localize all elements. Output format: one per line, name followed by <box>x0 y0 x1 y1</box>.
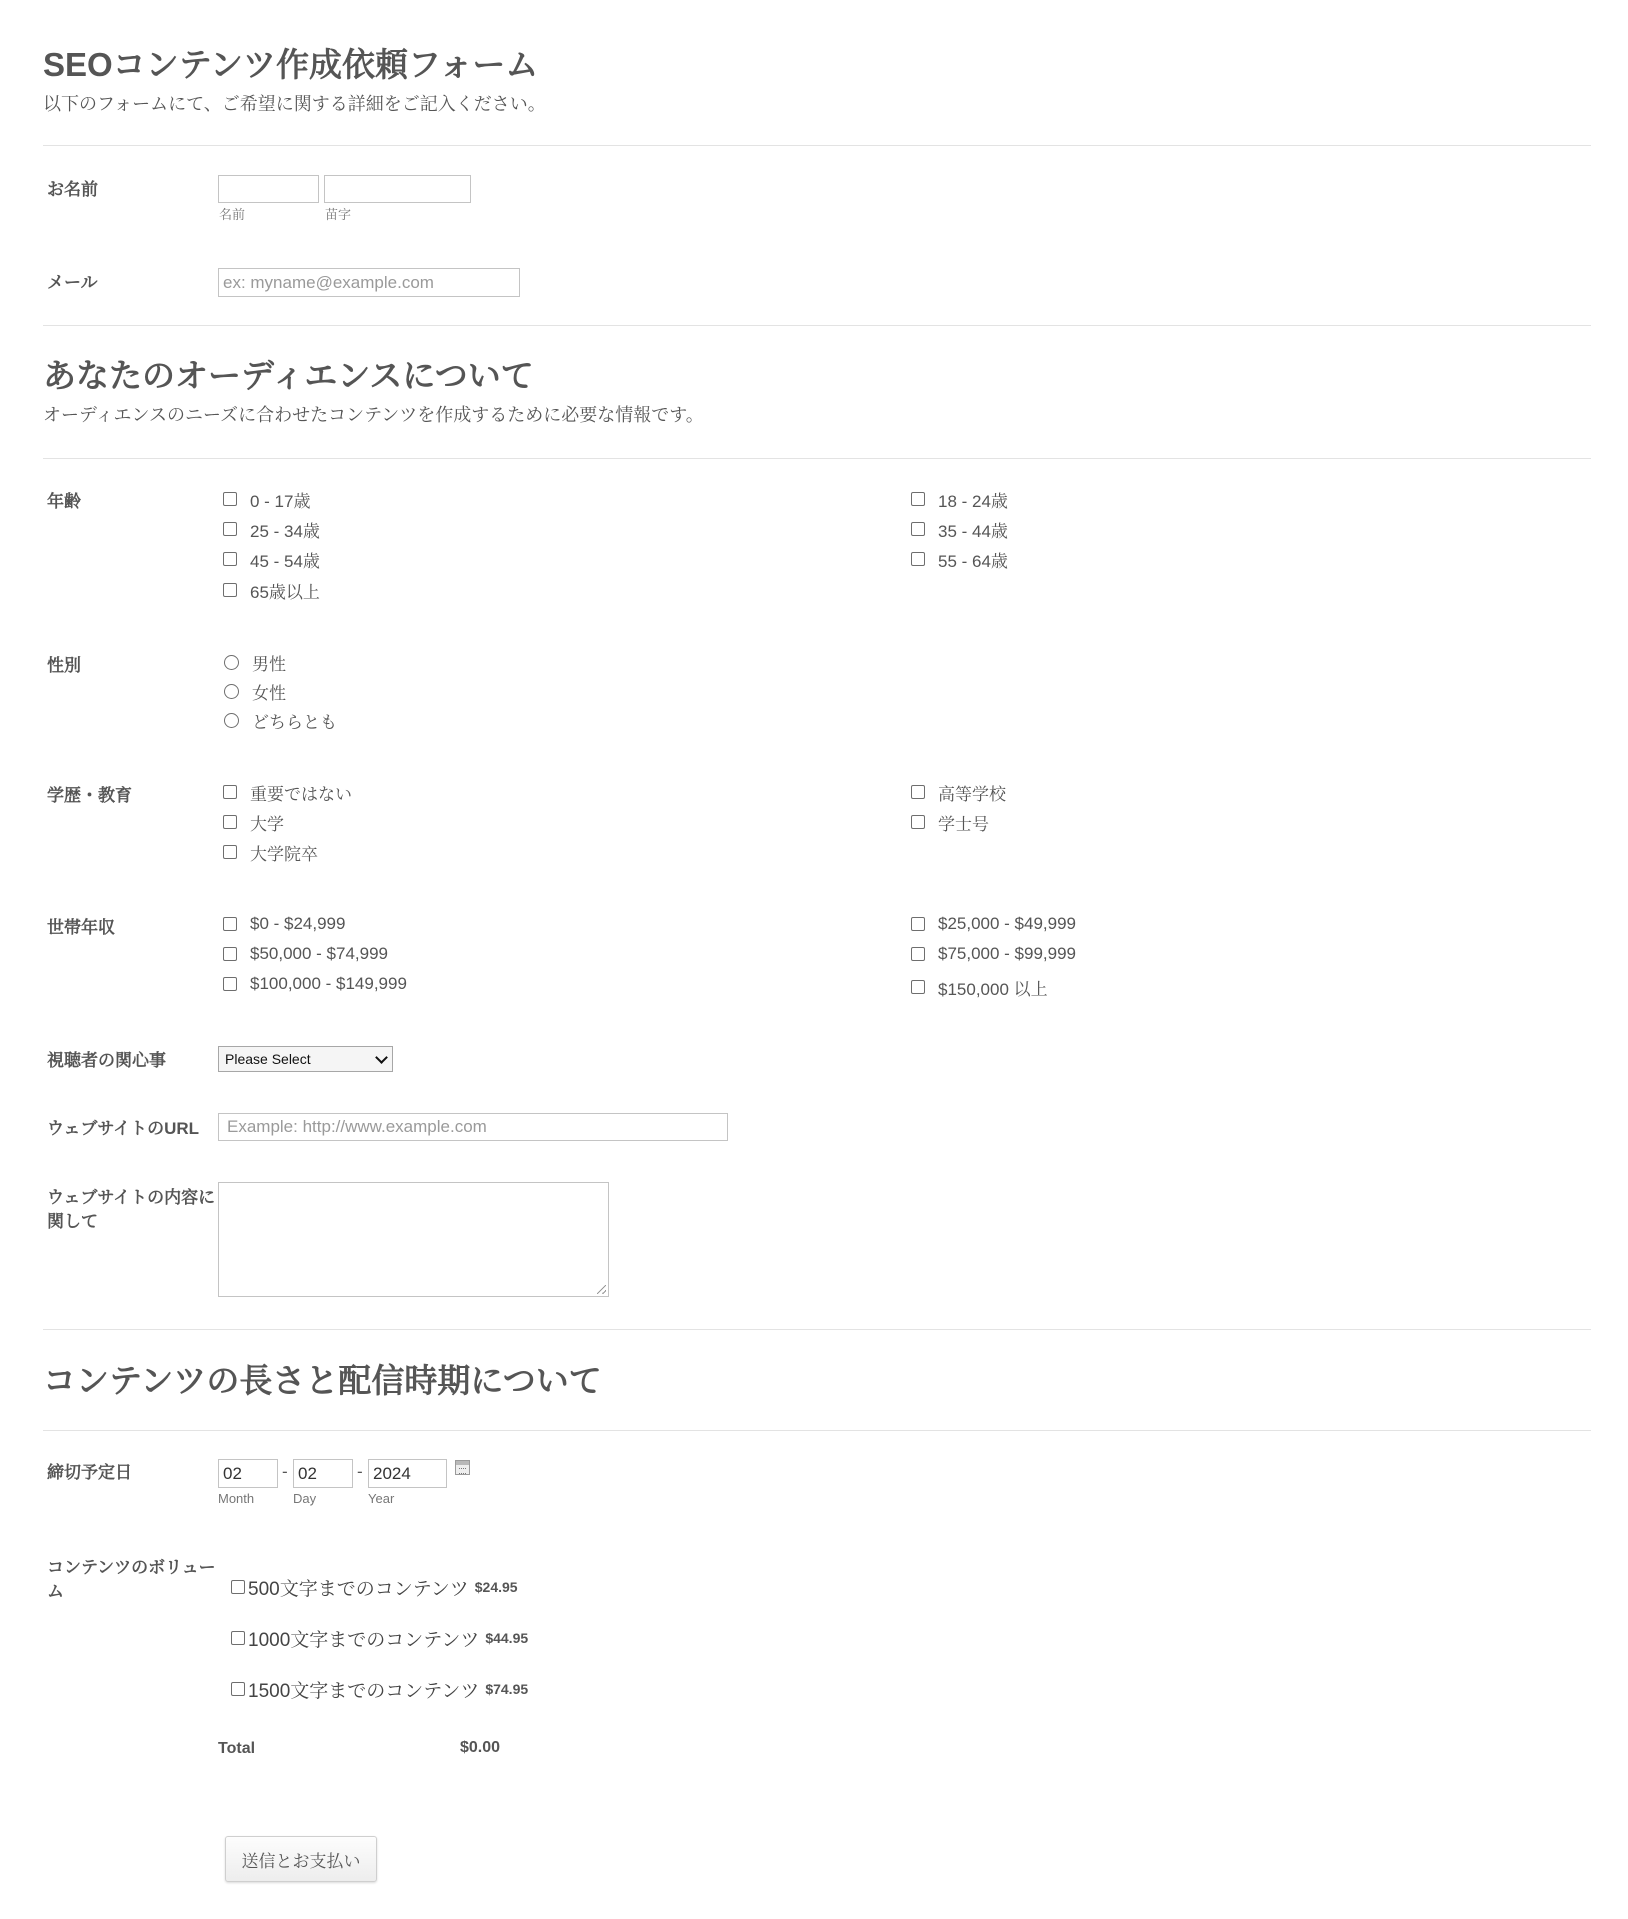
submit-button-label: 送信とお支払い <box>241 1851 361 1871</box>
checkbox[interactable] <box>911 815 925 829</box>
website-content-textarea[interactable] <box>218 1182 609 1297</box>
submit-button[interactable] <box>225 1836 377 1882</box>
checkbox[interactable] <box>911 552 925 566</box>
option-label: $100,000 - $149,999 <box>250 974 407 993</box>
age-label: 年齢 <box>47 492 81 511</box>
option-label: 男性 <box>252 654 286 674</box>
divider <box>43 458 1591 459</box>
gender-option[interactable] <box>224 679 286 703</box>
month-sublabel: Month <box>218 1491 255 1506</box>
volume-label: コンテンツのボリューム <box>47 1558 216 1601</box>
age-option[interactable] <box>911 547 1008 571</box>
checkbox[interactable] <box>911 492 925 506</box>
age-option[interactable] <box>223 578 320 602</box>
gender-option[interactable] <box>224 708 337 732</box>
option-label: $50,000 - $74,999 <box>250 944 389 963</box>
first-name-input[interactable] <box>218 175 319 203</box>
divider <box>43 1329 1591 1330</box>
divider <box>43 325 1591 326</box>
last-name-input[interactable] <box>324 175 471 203</box>
option-label: 0 - 17歳 <box>250 491 311 511</box>
checkbox[interactable] <box>223 552 237 566</box>
option-label: 45 - 54歳 <box>250 551 320 571</box>
email-input[interactable] <box>218 268 520 297</box>
income-option[interactable] <box>911 942 1076 966</box>
option-label: 大学院卒 <box>250 844 318 864</box>
divider <box>43 1430 1591 1431</box>
radio-button[interactable] <box>224 684 239 699</box>
checkbox[interactable] <box>223 492 237 506</box>
option-label: 高等学校 <box>938 784 1006 804</box>
income-option[interactable] <box>911 912 1076 936</box>
resize-handle[interactable] <box>597 1285 606 1294</box>
checkbox[interactable] <box>223 947 237 961</box>
gender-option[interactable] <box>224 650 286 674</box>
email-label: メール <box>47 273 98 292</box>
checkbox[interactable] <box>223 522 237 536</box>
age-option[interactable] <box>223 517 320 541</box>
option-label: 18 - 24歳 <box>938 491 1008 511</box>
income-option[interactable] <box>223 912 345 936</box>
product-name: 500文字までのコンテンツ <box>248 1578 469 1600</box>
date-separator: - <box>357 1462 363 1481</box>
deadline-year-input[interactable] <box>368 1459 447 1488</box>
audience-section-subtitle: オーディエンスのニーズに合わせたコンテンツを作成するために必要な情報です。 <box>43 405 704 425</box>
option-label: $25,000 - $49,999 <box>938 914 1077 933</box>
age-option[interactable] <box>911 517 1008 541</box>
checkbox[interactable] <box>223 815 237 829</box>
option-label: $0 - $24,999 <box>250 914 346 933</box>
interests-label: 視聴者の関心事 <box>47 1051 166 1070</box>
education-option[interactable] <box>911 780 1006 804</box>
option-label: $150,000 以上 <box>938 979 1048 999</box>
checkbox[interactable] <box>231 1682 245 1696</box>
option-label: 55 - 64歳 <box>938 551 1008 571</box>
product-item[interactable] <box>231 1676 528 1702</box>
checkbox[interactable] <box>911 785 925 799</box>
checkbox[interactable] <box>911 980 925 994</box>
deadline-day-input[interactable] <box>293 1459 353 1488</box>
checkbox[interactable] <box>223 583 237 597</box>
product-item[interactable] <box>231 1625 528 1651</box>
chevron-down-icon <box>375 1051 388 1064</box>
option-label: 65歳以上 <box>250 582 320 602</box>
last-name-sublabel: 苗字 <box>325 207 352 222</box>
product-price: $44.95 <box>485 1630 529 1646</box>
option-label: 学士号 <box>938 814 989 834</box>
checkbox[interactable] <box>223 785 237 799</box>
option-label: どちらとも <box>252 712 337 732</box>
website-content-label: ウェブサイトの内容に関して <box>47 1188 216 1231</box>
checkbox[interactable] <box>911 947 925 961</box>
radio-button[interactable] <box>224 713 239 728</box>
option-label: 25 - 34歳 <box>250 521 320 541</box>
product-name: 1000文字までのコンテンツ <box>248 1629 480 1651</box>
radio-button[interactable] <box>224 655 239 670</box>
product-price: $74.95 <box>485 1681 529 1697</box>
option-label: $75,000 - $99,999 <box>938 944 1077 963</box>
education-option[interactable] <box>223 810 284 834</box>
checkbox[interactable] <box>231 1631 245 1645</box>
gender-label: 性別 <box>47 656 81 675</box>
age-option[interactable] <box>911 487 1008 511</box>
product-name: 1500文字までのコンテンツ <box>248 1680 480 1702</box>
total-value: $0.00 <box>460 1739 501 1756</box>
income-option[interactable] <box>223 942 388 966</box>
age-option[interactable] <box>223 487 310 511</box>
first-name-sublabel: 名前 <box>219 207 246 222</box>
website-url-input[interactable] <box>218 1113 728 1141</box>
checkbox[interactable] <box>223 917 237 931</box>
option-label: 重要ではない <box>250 784 352 804</box>
deadline-label: 締切予定日 <box>47 1463 132 1482</box>
form-title: SEOコンテンツ作成依頼フォーム <box>43 46 539 83</box>
product-item[interactable] <box>231 1574 518 1600</box>
length-section-title: コンテンツの長さと配信時期について <box>43 1362 602 1399</box>
day-sublabel: Day <box>293 1491 317 1506</box>
product-price: $24.95 <box>474 1579 518 1595</box>
option-label: 女性 <box>252 683 286 703</box>
income-label: 世帯年収 <box>47 918 115 937</box>
checkbox[interactable] <box>231 1580 245 1594</box>
option-label: 大学 <box>250 814 284 834</box>
year-sublabel: Year <box>368 1491 395 1506</box>
income-option[interactable] <box>223 972 407 996</box>
website-url-label: ウェブサイトのURL <box>47 1119 200 1138</box>
form-subtitle: 以下のフォームにて、ご希望に関する詳細をご記入ください。 <box>43 94 546 114</box>
checkbox[interactable] <box>911 917 925 931</box>
checkbox[interactable] <box>223 845 237 859</box>
date-separator: - <box>282 1462 288 1481</box>
age-option[interactable] <box>223 547 320 571</box>
option-label: 35 - 44歳 <box>938 521 1008 541</box>
checkbox[interactable] <box>911 522 925 536</box>
checkbox[interactable] <box>223 977 237 991</box>
select-value: Please Select <box>225 1051 311 1067</box>
income-option[interactable] <box>911 975 1048 999</box>
deadline-month-input[interactable] <box>218 1459 278 1488</box>
divider <box>43 145 1591 146</box>
name-label: お名前 <box>47 180 98 199</box>
education-option[interactable] <box>223 840 318 864</box>
interests-select[interactable] <box>218 1046 393 1072</box>
total-label: Total <box>218 1740 256 1757</box>
audience-section-title: あなたのオーディエンスについて <box>43 357 534 394</box>
education-option[interactable] <box>223 780 352 804</box>
education-label: 学歴・教育 <box>47 786 132 805</box>
education-option[interactable] <box>911 810 989 834</box>
calendar-icon[interactable] <box>455 1460 470 1475</box>
